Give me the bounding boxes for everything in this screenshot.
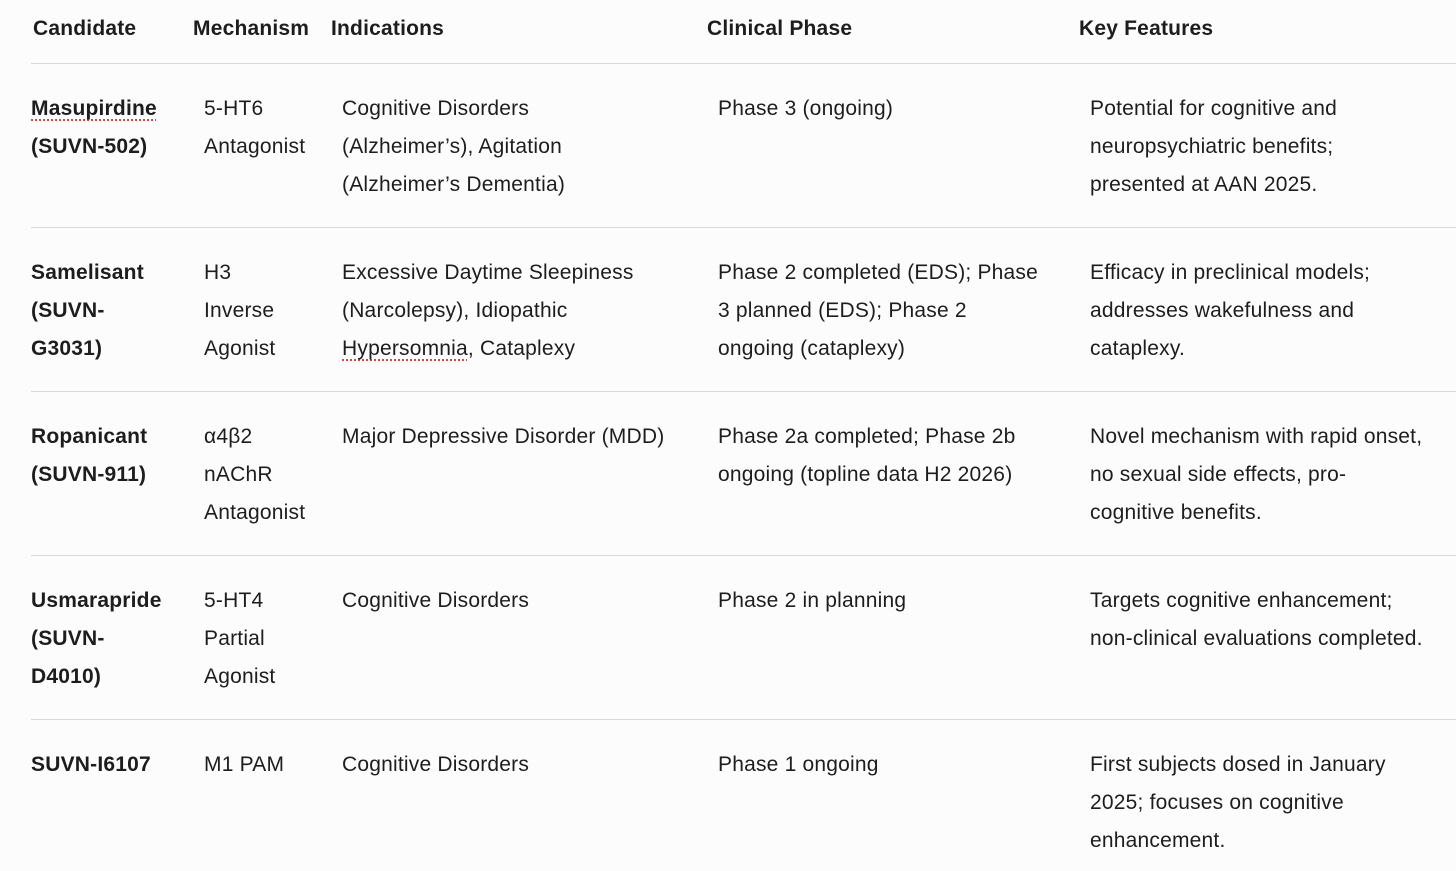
candidate-name: Ropanicant	[31, 425, 148, 448]
header-indications: Indications	[331, 17, 445, 40]
clinical-phase-cell: Phase 3 (ongoing)	[718, 97, 894, 120]
key-features-cell: First subjects dosed in January 2025; focuses on cognitive enhancement.	[1090, 753, 1386, 852]
candidate-cell	[31, 582, 196, 696]
key-features-cell: Targets cognitive enhancement; non-clinical evaluations completed.	[1090, 589, 1423, 650]
mechanism-cell: α4β2 nAChR Antagonist	[204, 425, 306, 524]
candidate-name: Usmarapride	[31, 589, 162, 612]
indications-text: Excessive Daytime Sleepiness (Narcolepsy), Idiopathic	[342, 261, 634, 322]
clinical-phase-cell: Phase 1 ongoing	[718, 753, 879, 776]
candidate-name: SUVN-I6107	[31, 753, 151, 776]
candidate-cell	[31, 418, 196, 494]
candidate-code: (SUVN- G3031)	[31, 299, 105, 360]
indications-cell: Cognitive Disorders (Alzheimer’s), Agitation (Alzheimer’s Dementia)	[342, 97, 566, 196]
candidate-cell	[31, 90, 196, 166]
candidate-code: (SUVN- D4010)	[31, 627, 105, 688]
candidate-name: Masupirdine	[31, 97, 157, 120]
key-features-cell: Efficacy in preclinical models; addresses wakefulness and cataplexy.	[1090, 261, 1371, 360]
key-features-cell: Potential for cognitive and neuropsychiatric benefits; presented at AAN 2025.	[1090, 97, 1338, 196]
spellcheck-flagged-word: Hypersomnia	[342, 337, 468, 360]
header-key-features: Key Features	[1079, 17, 1214, 40]
table-row	[31, 720, 1456, 870]
header-candidate: Candidate	[33, 17, 137, 40]
indications-cell: Cognitive Disorders	[342, 753, 530, 776]
table-row	[31, 392, 1456, 556]
candidate-cell	[31, 254, 196, 368]
pipeline-table	[31, 0, 1456, 870]
clinical-phase-cell: Phase 2 in planning	[718, 589, 907, 612]
mechanism-cell: 5-HT6 Antagonist	[204, 97, 306, 158]
header-mechanism: Mechanism	[193, 17, 310, 40]
table-header	[31, 0, 1456, 64]
candidate-name: Samelisant	[31, 261, 144, 284]
mechanism-cell: M1 PAM	[204, 753, 285, 776]
table-row	[31, 228, 1456, 392]
candidate-cell	[31, 746, 196, 784]
mechanism-cell: 5-HT4 Partial Agonist	[204, 589, 276, 688]
indications-cell	[342, 254, 702, 368]
key-features-cell: Novel mechanism with rapid onset, no sexual side effects, pro- cognitive benefits.	[1090, 425, 1423, 524]
indications-text-tail: , Cataplexy	[467, 337, 576, 360]
table-row	[31, 556, 1456, 720]
indications-cell: Cognitive Disorders	[342, 589, 530, 612]
clinical-phase-cell: Phase 2a completed; Phase 2b ongoing (topline data H2 2026)	[718, 425, 1016, 486]
indications-cell: Major Depressive Disorder (MDD)	[342, 425, 665, 448]
clinical-phase-cell: Phase 2 completed (EDS); Phase 3 planned (EDS); Phase 2 ongoing (cataplexy)	[718, 261, 1038, 360]
table-row	[31, 64, 1456, 228]
candidate-code: (SUVN-502)	[31, 135, 148, 158]
candidate-code: (SUVN-911)	[31, 463, 147, 486]
mechanism-cell: H3 Inverse Agonist	[204, 261, 276, 360]
header-clinical-phase: Clinical Phase	[707, 17, 853, 40]
